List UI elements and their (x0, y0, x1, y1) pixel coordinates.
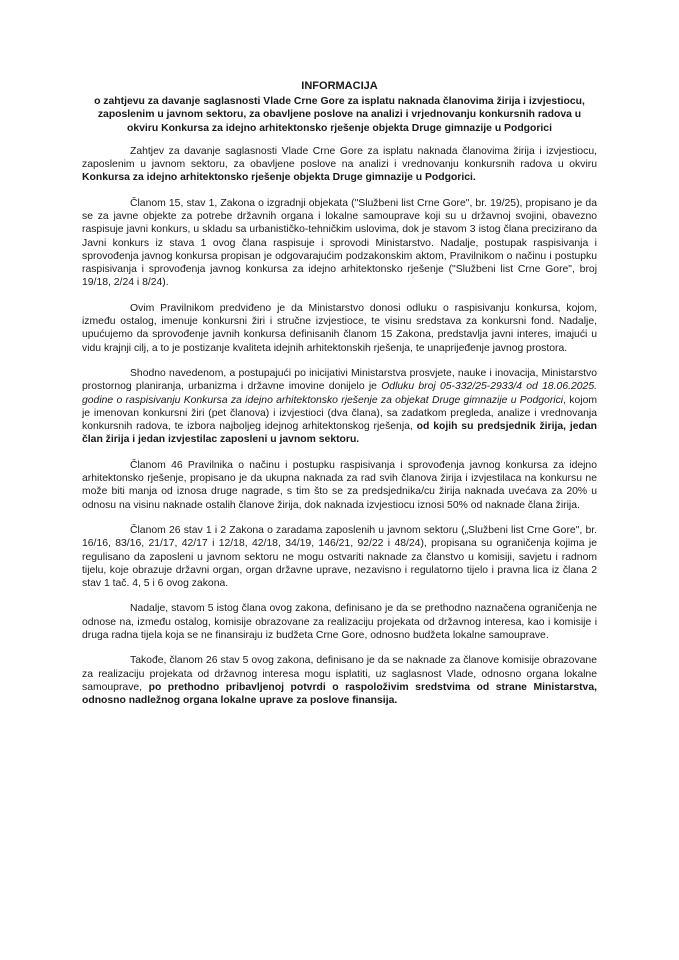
paragraph-text: Ovim Pravilnikom predviđeno je da Ministarstvo donosi odluku o raspisivanju konkursa, kojom, između ostalog, imenuje konkursni žiri i stručne izvjestioce, te visinu sredstava za konkursni fond. Nadalje, upućujemo da sprovođenje javnih konkursa definisanih članom 15 Zakona, predstavlja javni interes, imajući u vidu krajnji cilj, a to je postizanje kvaliteta idejnih arhitektonskih rješenja, te unaprijeđenje javnog prostora. (82, 302, 597, 354)
paragraph-article-46 (82, 459, 597, 512)
document-subtitle: o zahtjevu za davanje saglasnosti Vlade Crne Gore za isplatu naknada članovima žirija i izvjestiocu, zaposlenim u javnom sektoru, za obavljene poslove na analizi i vrjednovanju konkursnih radova u okviru Konkursa za idejno arhitektonsko rješenje objekta Druge gimnazije u Podgorici (94, 96, 585, 134)
paragraph-decision (82, 367, 597, 447)
paragraph-payment (82, 654, 597, 707)
paragraph-text: Članom 46 Pravilnika o načinu i postupku raspisivanja i sprovođenja javnog konkursa za idejno arhitektonsko rješenje, propisano je da ukupna naknada za rad svih članova žirija i izvjestilaca na konkursu ne može biti manja od iznosa druge nagrade, s tim što se za predsjednika/cu žirija naknada uvećava za 20% u odnosu na visinu naknade ostalih članove žirija, dok naknada izvjestiocu iznosi 50% od naknade člana žirija. (82, 459, 597, 511)
document-title: INFORMACIJA (301, 80, 378, 92)
document-header (82, 80, 597, 135)
paragraph-bold-text: po prethodno pribavljenoj potvrdi o raspoloživim sredstvima od strane Ministarstva, odnosno nadležnog organa lokalne uprave za poslove finansija. (82, 681, 598, 707)
paragraph-italic-text: Odluku broj 05-332/25-2933/4 od 18.06.2025. godine o raspisivanju Konkursa za idejno arhitektonsko rješenje za objekat Druge gimnazije u Podgorici (82, 381, 597, 406)
paragraph-bold-text: od kojih su predsjednik žirija, jedan član žirija i jedan izvjestilac zaposleni u javnom sektoru. (82, 421, 598, 446)
paragraph-law-article-15 (82, 197, 597, 290)
paragraph-text: , kojom je imenovan konkursni žiri (pet članova) i izvjestioci (dva člana), sa zadatkom pregleda, analize i vrednovanja konkursnih radova, te izbora najboljeg idejnog arhitektonskog rješenja, (82, 394, 597, 433)
paragraph-text: Zahtjev za davanje saglasnosti Vlade Crne Gore za isplatu naknada članovima žirija i izvjestiocu, zaposlenim u javnom sektoru, za obavljene poslove na analizi i vrednovanju konkursnih radova u okviru (82, 145, 597, 171)
paragraph-text: Takođe, članom 26 stav 5 ovog zakona, definisano je da se naknade za članove komisije obrazovane za realizaciju projekata od državnog interesa mogu isplatiti, uz saglasnost Vlade, odnosno organa lokalne samouprave, (82, 655, 597, 693)
paragraph-exceptions (82, 602, 597, 642)
paragraph-article-26 (82, 524, 597, 590)
paragraph-rulebook (82, 302, 597, 355)
paragraph-bold-text: Konkursa za idejno arhitektonsko rješenje objekta Druge gimnazije u Podgorici. (82, 172, 476, 184)
paragraph-request (82, 145, 597, 185)
paragraph-text: Nadalje, stavom 5 istog člana ovog zakona, definisano je da se prethodno naznačena ograničenja ne odnose na, između ostalog, komisije obrazovane za realizaciju projekata od državnog interesa, kao i komisije i druga radna tijela koja se ne finansiraju iz budžeta Crne Gore, odnosno budžeta lokalne samouprave. (82, 603, 597, 642)
paragraph-text: Shodno navedenom, a postupajući po inicijativi Ministarstva prosvjete, nauke i inovacija, Ministarstvo prostornog planiranja, urbanizma i državne imovine donijelo je (82, 367, 597, 393)
paragraph-text: Članom 15, stav 1, Zakona o izgradnji objekata ("Službeni list Crne Gore", br. 19/25), propisano je da se za javne objekte za potrebe državnih organa i lokalne samouprave koji su u državnoj svojini, obavezno raspisuje javni konkurs, u skladu sa urbanističko-tehničkim uslovima, dok je stavom 3 istog člana precizirano da Javni konkurs iz stava 1 ovog člana raspisuje i sprovodi Ministarstvo. Nadalje, postupak raspisivanja i sprovođenja javnog konkursa propisan je odgovarajućim podzakonskim aktom, Pravilnikom o načinu i postupku raspisivanja i sprovođenja javnog konkursa za idejno arhitektonsko rješenje ("Službeni list Crne Gore", broj 19/18, 2/24 i 8/24). (82, 197, 597, 289)
paragraph-text: Članom 26 stav 1 i 2 Zakona o zaradama zaposlenih u javnom sektoru („Službeni list Crne Gore", br. 16/16, 83/16, 21/17, 42/17 i 12/18, 42/18, 34/19, 146/21, 92/22 i 48/24), propisana su ograničenja kojima je regulisano da zaposleni u javnom sektoru ne mogu ostvariti naknade za članstvo u komisiji, savjetu i radnom tijelu, koje obrazuje državni organ, organ državne uprave, nezavisno i regulatorno tijelo i pravna lica iz člana 2 stav 1 tač. 4, 5 i 6 ovog zakona. (82, 524, 597, 590)
